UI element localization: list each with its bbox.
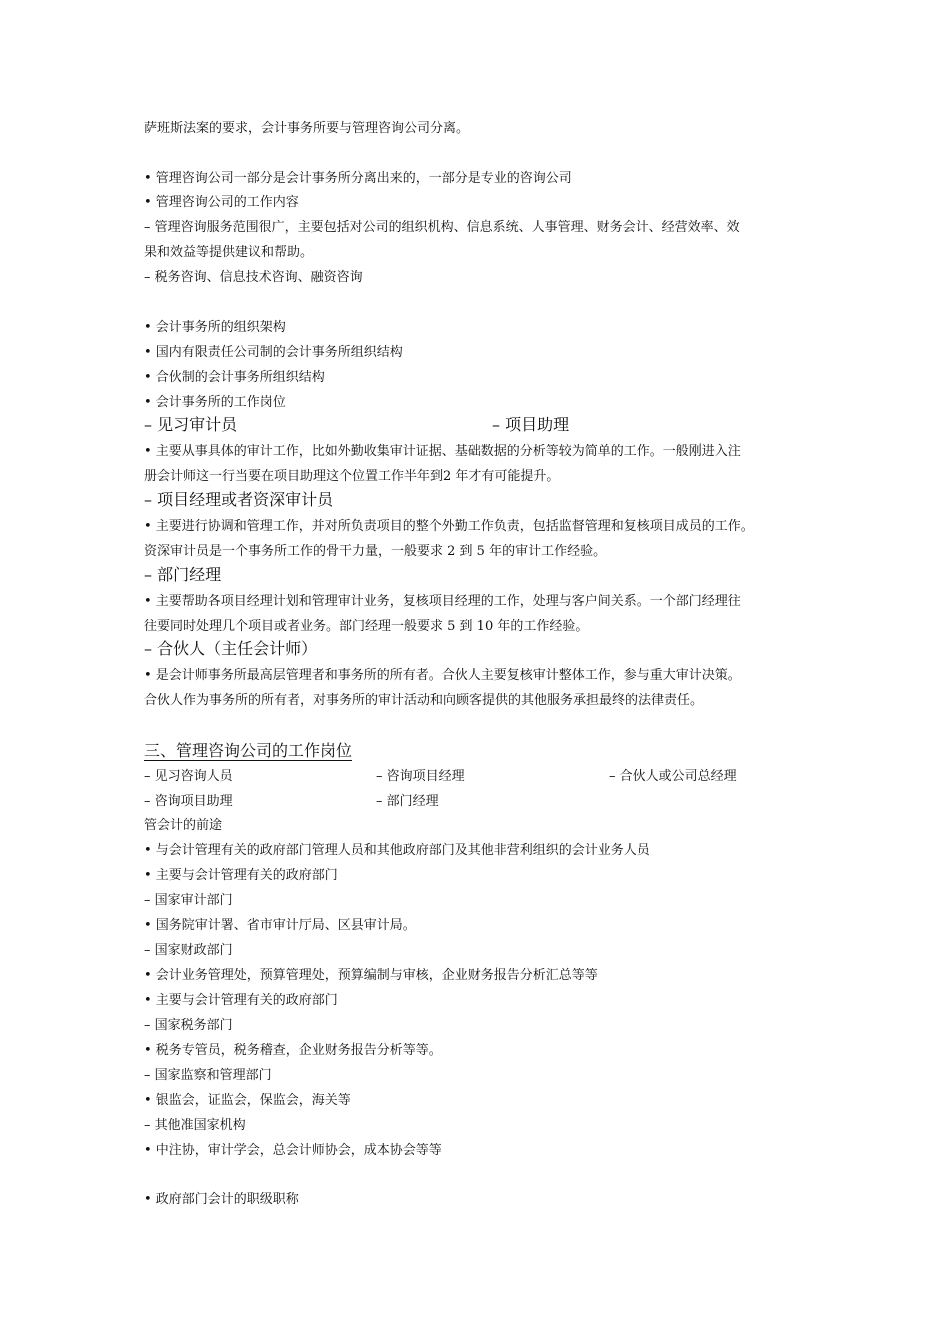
dash-item: – 咨询项目经理 — [376, 769, 465, 784]
role-heading: – 见习审计员 — [144, 415, 238, 434]
bullet-item: • 主要与会计管理有关的政府部门 — [144, 993, 338, 1008]
dash-item: – 国家税务部门 — [144, 1018, 233, 1033]
dash-item: – 见习咨询人员 — [144, 769, 233, 784]
role-heading: – 项目经理或者资深审计员 — [144, 490, 334, 509]
bullet-item: • 合伙制的会计事务所组织结构 — [144, 370, 325, 385]
bullet-item: • 管理咨询公司一部分是会计事务所分离出来的，一部分是专业的咨询公司 — [144, 171, 572, 186]
bullet-item: • 主要与会计管理有关的政府部门 — [144, 868, 338, 883]
bullet-item: • 会计业务管理处，预算管理处，预算编制与审核，企业财务报告分析汇总等等 — [144, 968, 598, 983]
text-line: 资深审计员是一个事务所工作的骨干力量，一般要求 2 到 5 年的审计工作经验。 — [144, 544, 607, 559]
dash-item: – 咨询项目助理 — [144, 794, 233, 809]
dash-item: – 合伙人或公司总经理 — [609, 769, 737, 784]
bullet-item: • 中注协，审计学会，总会计师协会，成本协会等等 — [144, 1143, 442, 1158]
bullet-item: • 主要进行协调和管理工作，并对所负责项目的整个外勤工作负责，包括监督管理和复核项目成员的工作。 — [144, 519, 754, 534]
text-line: 管会计的前途 — [144, 818, 223, 833]
bullet-item: • 主要从事具体的审计工作，比如外勤收集审计证据、基础数据的分析等较为简单的工作。一般刚进入注 — [144, 444, 741, 459]
text-line: 往要同时处理几个项目或者业务。部门经理一般要求 5 到 10 年的工作经验。 — [144, 619, 589, 634]
dash-item: – 国家监察和管理部门 — [144, 1068, 272, 1083]
text-line: 萨班斯法案的要求，会计事务所要与管理咨询公司分离。 — [144, 121, 470, 136]
bullet-item: • 管理咨询公司的工作内容 — [144, 195, 299, 210]
bullet-item: • 银监会，证监会，保监会，海关等 — [144, 1093, 351, 1108]
bullet-item: • 政府部门会计的职级职称 — [144, 1192, 299, 1207]
dash-item: – 其他准国家机构 — [144, 1118, 246, 1133]
bullet-item: • 会计事务所的工作岗位 — [144, 395, 286, 410]
bullet-item: • 与会计管理有关的政府部门管理人员和其他政府部门及其他非营利组织的会计业务人员 — [144, 843, 650, 858]
dash-item: – 国家财政部门 — [144, 943, 233, 958]
text-line: 果和效益等提供建议和帮助。 — [144, 245, 314, 260]
bullet-item: • 会计事务所的组织架构 — [144, 320, 286, 335]
dash-item: – 税务咨询、信息技术咨询、融资咨询 — [144, 270, 363, 285]
bullet-item: • 国内有限责任公司制的会计事务所组织结构 — [144, 345, 403, 360]
dash-item: – 国家审计部门 — [144, 893, 233, 908]
bullet-item: • 主要帮助各项目经理计划和管理审计业务，复核项目经理的工作，处理与客户间关系。一个部门经理往 — [144, 594, 741, 609]
section-heading: 三、管理咨询公司的工作岗位 — [144, 741, 353, 760]
role-heading: – 项目助理 — [492, 415, 570, 434]
bullet-item: • 是会计师事务所最高层管理者和事务所的所有者。合伙人主要复核审计整体工作，参与重大审计决策。 — [144, 668, 741, 683]
text-line: 合伙人作为事务所的所有者，对事务所的审计活动和向顾客提供的其他服务承担最终的法律责任。 — [144, 693, 704, 708]
dash-item: – 管理咨询服务范围很广，主要包括对公司的组织机构、信息系统、人事管理、财务会计、经营效率、效 — [144, 220, 740, 235]
bullet-item: • 国务院审计署、省市审计厅局、区县审计局。 — [144, 918, 416, 933]
role-heading: – 合伙人（主任会计师） — [144, 639, 318, 658]
text-line: 册会计师这一行当要在项目助理这个位置工作半年到2 年才有可能提升。 — [144, 469, 560, 484]
role-heading: – 部门经理 — [144, 565, 222, 584]
dash-item: – 部门经理 — [376, 794, 439, 809]
bullet-item: • 税务专管员，税务稽查，企业财务报告分析等等。 — [144, 1043, 442, 1058]
